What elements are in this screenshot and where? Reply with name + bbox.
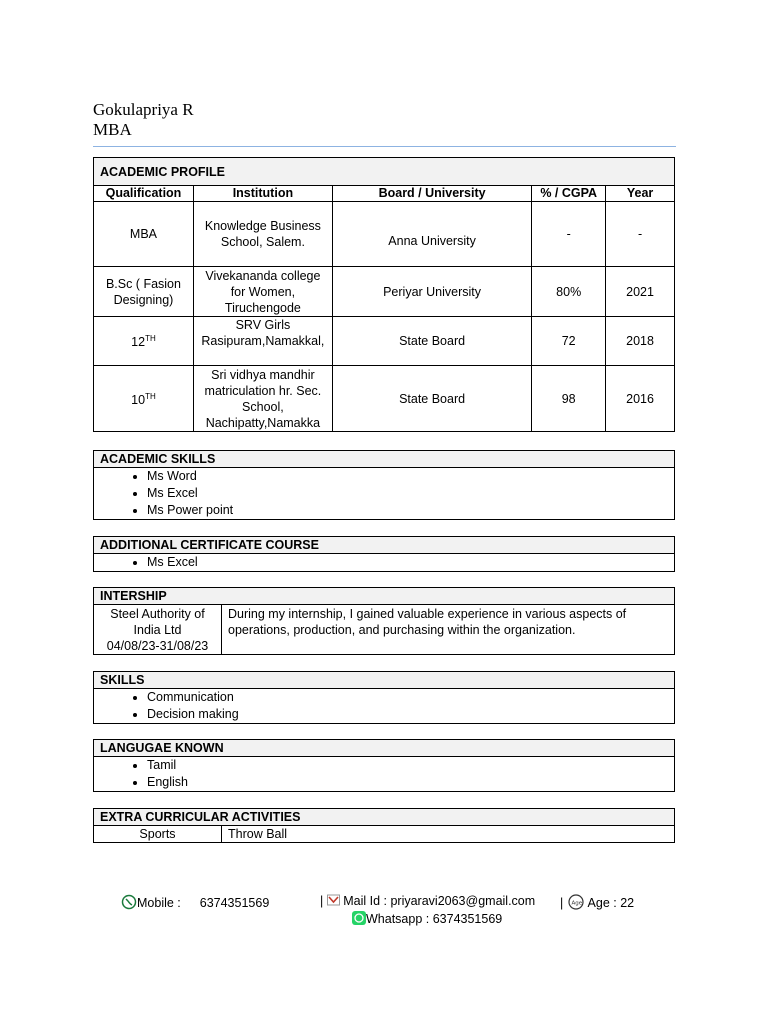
languages-heading: LANGUGAE KNOWN — [94, 740, 674, 757]
column-header: Institution — [193, 186, 332, 202]
qualification-cell: 12TH — [94, 317, 194, 366]
candidate-name: Gokulapriya R — [93, 100, 194, 119]
separator: | — [320, 894, 324, 908]
academic-profile-heading: ACADEMIC PROFILE — [94, 158, 675, 186]
score-cell: - — [532, 202, 606, 267]
whatsapp-label: Whatsapp : — [366, 911, 430, 926]
svg-text:Age: Age — [571, 900, 582, 907]
column-header: Board / University — [332, 186, 531, 202]
contact-whatsapp — [352, 911, 502, 928]
year-cell: - — [606, 202, 675, 267]
languages-section — [93, 739, 675, 792]
list-item: • Ms Word — [147, 468, 674, 485]
separator: | — [560, 895, 564, 910]
academic-skills-section — [93, 450, 675, 520]
board-cell: State Board — [332, 366, 531, 432]
score-cell: 72 — [532, 317, 606, 366]
column-header: Qualification — [94, 186, 194, 202]
academic-skills-list — [94, 468, 674, 519]
column-header: Year — [606, 186, 675, 202]
table-row — [94, 317, 675, 366]
whatsapp-icon — [352, 911, 366, 928]
score-cell: 98 — [532, 366, 606, 432]
activity-category: Sports — [94, 826, 222, 843]
list-item: • Ms Excel — [147, 485, 674, 502]
internship-dates: 04/08/23-31/08/23 — [106, 638, 209, 653]
score-cell: 80% — [532, 267, 606, 317]
year-cell: 2018 — [606, 317, 675, 366]
internship-organization — [94, 605, 222, 655]
table-row — [94, 267, 675, 317]
list-item: • Tamil — [147, 757, 674, 774]
institution-cell: Knowledge Business School, Salem. — [193, 202, 332, 267]
skills-heading: SKILLS — [94, 672, 674, 689]
list-item: • Communication — [147, 689, 674, 706]
resume-header — [93, 100, 194, 140]
age-icon — [567, 894, 585, 913]
mobile-label: Mobile : — [137, 895, 181, 910]
institution-cell: Vivekananda college for Women, Tiruchengode — [193, 267, 332, 317]
internship-table — [93, 587, 675, 655]
header-divider — [93, 146, 676, 147]
list-item: • Ms Power point — [147, 502, 674, 519]
contact-age — [560, 894, 634, 913]
institution-cell: Sri vidhya mandhir matriculation hr. Sec. School, Nachipatty,Namakka — [193, 366, 332, 432]
whatsapp-number[interactable]: 6374351569 — [432, 911, 503, 926]
academic-skills-heading: ACADEMIC SKILLS — [94, 451, 674, 468]
mail-icon — [327, 894, 340, 909]
board-cell: State Board — [332, 317, 531, 366]
activity-name: Throw Ball — [222, 826, 675, 843]
languages-list — [94, 757, 674, 791]
age-value: 22 — [620, 895, 635, 910]
skills-section — [93, 671, 675, 724]
list-item: • Ms Excel — [147, 554, 674, 571]
contact-mail — [320, 894, 535, 909]
additional-course-heading: ADDITIONAL CERTIFICATE COURSE — [94, 537, 674, 554]
qualification-cell: MBA — [94, 202, 194, 267]
extra-curricular-table — [93, 808, 675, 843]
internship-org-name: Steel Authority of India Ltd — [110, 606, 205, 637]
list-item: • English — [147, 774, 674, 791]
qualification-cell: 10TH — [94, 366, 194, 432]
extra-curricular-heading: EXTRA CURRICULAR ACTIVITIES — [94, 809, 675, 826]
internship-heading: INTERSHIP — [94, 588, 675, 605]
column-header: % / CGPA — [532, 186, 606, 202]
mobile-number[interactable]: 6374351569 — [199, 895, 270, 910]
additional-course-section — [93, 536, 675, 572]
skills-list — [94, 689, 674, 723]
academic-profile-table — [93, 157, 675, 432]
mail-address[interactable]: priyaravi2063@gmail.com — [390, 894, 536, 908]
contact-mobile — [121, 894, 269, 913]
mail-label: Mail Id : — [343, 894, 387, 908]
list-item: • Decision making — [147, 706, 674, 723]
board-cell: Periyar University — [332, 267, 531, 317]
year-cell: 2021 — [606, 267, 675, 317]
phone-icon — [121, 894, 137, 913]
age-label: Age : — [587, 895, 617, 910]
board-cell: Anna University — [332, 202, 531, 267]
institution-cell: SRV Girls Rasipuram,Namakkal, — [193, 317, 332, 366]
year-cell: 2016 — [606, 366, 675, 432]
candidate-degree: MBA — [93, 120, 132, 139]
table-row — [94, 202, 675, 267]
qualification-cell: B.Sc ( Fasion Designing) — [94, 267, 194, 317]
additional-course-list — [94, 554, 674, 571]
internship-description: During my internship, I gained valuable experience in various aspects of operations, production, and purchasing within the organization. — [222, 605, 675, 655]
table-row — [94, 366, 675, 432]
